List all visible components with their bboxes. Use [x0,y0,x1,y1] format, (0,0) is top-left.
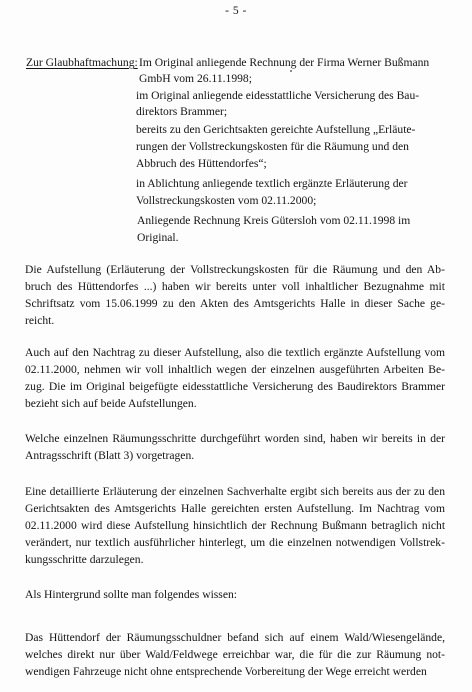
paragraph-line: welches direkt nur über Wald/Feldwege erreichbar war, die für die zur Räumung not- [25,648,446,661]
paragraph-line: Eine detaillierte Erläuterung der einzelnen Sachverhalte ergibt sich bereits aus der zu den [25,485,446,498]
evidence-line: im Original anliegende eidesstattliche Versicherung des Bau- [136,89,420,102]
evidence-line: Anliegende Rechnung Kreis Gütersloh vom 02.11.1998 im [137,214,411,227]
paragraph-line: Die Aufstellung (Erläuterung der Vollstreckungskosten für die Räumung und den Ab- [25,263,445,276]
page-number: - 5 - [225,5,247,17]
paragraph-line: wendigen Fahrzeuge nicht ohne entsprechende Vorbereitung der Wege erreicht werden [25,665,427,678]
evidence-line: direktors Brammer; [136,105,228,118]
evidence-line: rungen der Vollstreckungskosten für die Räumung und den [136,140,409,153]
evidence-line: in Ablichtung anliegende textlich ergänzte Erläuterung der [136,177,408,190]
paragraph-line: Antragsschrift (Blatt 3) vorgetragen. [25,449,195,462]
evidence-line: Abbruch des Hüttendorfes“; [136,157,267,170]
paragraph-line: verändert, nur textlich ausführlicher hinterlegt, um die einzelnen notwendigen Vollstrek- [25,536,445,549]
paragraph-line: 02.11.2000 wird diese Aufstellung hinsichtlich der Rechnung Bußmann betraglich nicht [25,519,446,532]
evidence-line: bereits zu den Gerichtsakten gereichte Aufstellung „Erläute- [136,123,416,136]
scan-speck [290,70,292,72]
credibility-label: Zur Glaubhaftmachung: [26,56,138,69]
paragraph-line: Schriftsatz vom 15.06.1999 zu den Akten des Amtsgerichts Halle in dieser Sache ge- [25,297,445,310]
evidence-line: GmbH vom 26.11.1998; [139,72,252,85]
evidence-line: Vollstreckungskosten vom 02.11.2000; [136,194,317,207]
paragraph-line: Welche einzelnen Räumungsschritte durchgeführt worden sind, haben wir bereits in der [25,432,446,445]
paragraph-line: Als Hintergrund sollte man folgendes wissen: [25,588,237,601]
paragraph-line: bruch des Hüttendorfes ...) haben wir bereits unter voll inhaltlicher Bezugnahme mit [25,280,445,293]
evidence-line: Im Original anliegende Rechnung der Firma Werner Bußmann [139,56,430,69]
paragraph-line: Auch auf den Nachtrag zu dieser Aufstellung, also die textlich ergänzte Aufstellung vom [25,346,446,359]
paragraph-line: 02.11.2000, nehmen wir voll inhaltlich wegen der einzelnen ausgeführten Arbeiten Be- [25,363,446,376]
paragraph-line: Gerichtsakten des Amtsgerichts Halle gereichten ersten Aufstellung. Im Nachtrag vom [25,502,445,515]
paragraph-line: Das Hüttendorf der Räumungsschuldner befand sich auf einem Wald/Wiesengelände, [25,631,445,644]
paragraph-line: kungsschritte darzulegen. [25,553,144,566]
paragraph-line: zug. Die im Original beigefügte eidesstattliche Versicherung des Baudirektors Brammer [25,380,445,393]
paragraph-line: reicht. [25,314,55,327]
paragraph-line: bezieht sich auf beide Aufstellungen. [25,397,197,410]
evidence-line: Original. [137,231,179,244]
